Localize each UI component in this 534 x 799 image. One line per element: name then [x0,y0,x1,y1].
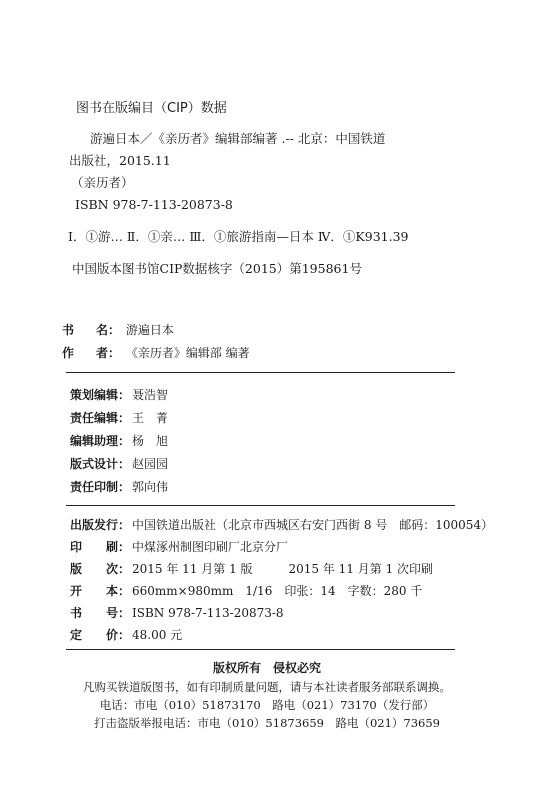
publisher-label: 出版发行： [70,518,131,532]
cip-classification: Ⅰ．①游… Ⅱ．①亲… Ⅲ．①旅游指南—日本 Ⅳ．①K931.39 [68,229,409,244]
format-value: 660mm×980mm 1/16 印张：14 字数：280 千 [132,584,423,598]
editor-row [70,386,168,403]
edition-row [70,560,433,577]
cip-series: （亲历者） [71,175,134,190]
editor-value: 王 菁 [132,411,169,425]
printer-row [70,538,288,555]
divider-middle [66,505,455,506]
cip-isbn: ISBN 978-7-113-20873-8 [75,197,233,212]
price-value: 48.00 元 [132,628,183,642]
isbn-row [70,604,284,621]
cip-description-line1: 游遍日本／《亲历者》编辑部编著 .-- 北京：中国铁道 [90,131,386,146]
format-row [70,582,422,599]
editor-value: 赵园园 [132,457,169,471]
format-label: 开 本： [70,584,131,598]
price-row [70,626,182,643]
divider-top [66,372,455,373]
phone-notice: 电话：市电（010）51873170 路电（021）73170（发行部） [99,698,435,712]
printer-value: 中煤涿州制图印刷厂北京分厂 [132,540,289,554]
editor-label: 责任印制： [70,480,131,494]
editor-value: 聂浩智 [132,388,169,402]
book-title-label: 书 名： [62,323,121,337]
edition-value: 2015 年 11 月第 1 版 2015 年 11 月第 1 次印刷 [132,562,434,576]
edition-label: 版 次： [70,562,131,576]
publisher-row [70,516,493,533]
piracy-notice: 打击盗版举报电话：市电（010）51873659 路电（021）73659 [93,716,440,730]
editor-row [70,478,168,495]
printer-label: 印 刷： [70,540,131,554]
editor-row [70,455,168,472]
book-author-label: 作 者： [62,346,121,360]
book-author-value: 《亲历者》编辑部 编著 [125,346,250,360]
editor-row [70,409,168,426]
book-title-row [62,321,174,338]
book-title-value: 游遍日本 [125,323,174,337]
rights-notice: 版权所有 侵权必究 [212,661,321,675]
editor-label: 策划编辑： [70,388,131,402]
divider-bottom [66,649,455,650]
quality-notice: 凡购买铁道版图书，如有印制质量问题，请与本社读者服务部联系调换。 [83,680,451,694]
editor-label: 编辑助理： [70,434,131,448]
editor-value: 杨 旭 [132,434,169,448]
editor-label: 责任编辑： [70,411,131,425]
cip-heading: 图书在版编目（CIP）数据 [76,101,227,116]
cip-description-line2: 出版社，2015.11 [69,153,171,168]
editor-value: 郭向伟 [132,480,169,494]
editor-label: 版式设计： [70,457,131,471]
publisher-value: 中国铁道出版社（北京市西城区右安门西街 8 号 邮码：100054） [132,518,494,532]
editor-row [70,432,168,449]
isbn-value: ISBN 978-7-113-20873-8 [132,606,284,620]
price-label: 定 价： [70,628,131,642]
book-author-row [62,344,250,361]
cip-number: 中国版本图书馆CIP数据核字（2015）第195861号 [72,261,362,276]
isbn-label: 书 号： [70,606,131,620]
